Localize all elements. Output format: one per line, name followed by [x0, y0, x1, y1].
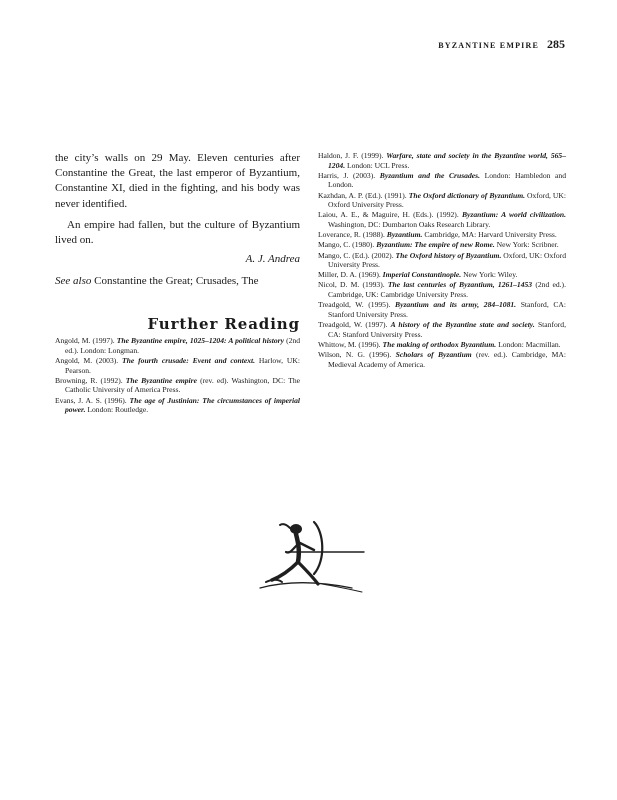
see-also: [55, 274, 300, 289]
reference-entry: [55, 356, 300, 375]
reference-author-date: Browning, R. (1992).: [55, 375, 126, 385]
reference-entry: [318, 191, 566, 210]
reference-title: Byzantium.: [386, 230, 423, 240]
reference-author-date: Miller, D. A. (1969).: [318, 270, 383, 280]
reference-author-date: Evans, J. A. S. (1996).: [55, 395, 130, 405]
reference-title: The Byzantine empire, 1025–1204: A political history: [116, 336, 284, 346]
reference-title: The Byzantine empire: [125, 375, 197, 385]
body-paragraph: the city’s walls on 29 May. Eleven centuries after Constantine the Great, the last emperor of Byzantium, Constantine XI, died in the fighting, and his body was never identified.: [55, 152, 300, 210]
reference-publisher: Oxford, UK: Oxford University Press.: [328, 250, 566, 270]
reference-author-date: Mango, C. (Ed.). (2002).: [318, 250, 396, 260]
further-reading-heading: Further Reading: [147, 315, 300, 334]
left-column: [55, 151, 300, 415]
reference-entry: [318, 270, 566, 280]
reference-title: A history of the Byzantine state and society.: [390, 320, 535, 330]
reference-list-right: [318, 151, 566, 369]
reference-publisher: (2nd ed.). Cambridge, UK: Cambridge University Press.: [328, 280, 566, 300]
archer-brush-logo-icon: [252, 516, 382, 596]
reference-publisher: (rev. ed). Washington, DC: The Catholic University of America Press.: [65, 375, 301, 395]
reference-publisher: Stanford, CA: Stanford University Press.: [328, 320, 566, 339]
body-paragraph: An empire had fallen, but the culture of Byzantium lived on.: [55, 218, 300, 247]
reference-entry: [318, 210, 566, 229]
reference-author-date: Angold, M. (2003).: [55, 356, 123, 365]
reference-entry: [55, 396, 300, 415]
reference-title: Byzantium: The empire of new Rome.: [376, 240, 495, 250]
reference-entry: [318, 300, 566, 319]
author-signature: A. J. Andrea: [245, 253, 300, 266]
reference-publisher: London: Routledge.: [85, 405, 149, 415]
reference-entry: [318, 340, 566, 350]
reference-title: The Oxford history of Byzantium.: [395, 250, 502, 260]
reference-title: Byzantium: A world civilization.: [461, 210, 566, 220]
reference-author-date: Harris, J. (2003).: [318, 170, 380, 180]
reference-author-date: Wilson, N. G. (1996).: [318, 350, 396, 359]
reference-title: Warfare, state and society in the Byzantine world, 565–1204.: [328, 151, 567, 170]
reference-author-date: Treadgold, W. (1995).: [318, 300, 396, 310]
reference-entry: [55, 376, 300, 395]
reference-entry: [318, 230, 566, 240]
reference-publisher: Harlow, UK: Pearson.: [65, 356, 300, 375]
running-head: [438, 37, 565, 52]
running-title: BYZANTINE EMPIRE: [438, 41, 539, 50]
reference-author-date: Kazhdan, A. P. (Ed.). (1991).: [318, 190, 409, 200]
see-also-lead: See also: [55, 275, 92, 288]
reference-publisher: London: Macmillan.: [496, 339, 561, 349]
reference-title: Imperial Constantinople.: [382, 270, 462, 280]
reference-title: Byzantium and its army, 284–1081.: [395, 300, 517, 310]
reference-title: Scholars of Byzantium: [395, 350, 472, 359]
reference-author-date: Loverance, R. (1988).: [318, 230, 387, 240]
page-number: 285: [547, 37, 565, 51]
reference-title: The last centuries of Byzantium, 1261–1453: [387, 280, 533, 290]
reference-publisher: London: Hambledon and London.: [328, 170, 567, 190]
reference-entry: [318, 171, 566, 190]
reference-publisher: Cambridge, MA: Harvard University Press.: [422, 230, 557, 240]
reference-entry: [318, 280, 566, 299]
reference-author-date: Haldon, J. F. (1999).: [318, 151, 387, 160]
reference-author-date: Angold, M. (1997).: [55, 336, 117, 346]
right-column: [318, 151, 566, 370]
reference-publisher: New York: Wiley.: [461, 270, 518, 280]
reference-title: The fourth crusade: Event and context.: [122, 356, 256, 365]
reference-list-left: [55, 336, 300, 415]
reference-author-date: Whittow, M. (1996).: [318, 339, 383, 349]
reference-publisher: Stanford, CA: Stanford University Press.: [328, 300, 566, 319]
reference-publisher: (rev. ed.). Cambridge, MA: Medieval Academy of America.: [328, 350, 566, 369]
reference-publisher: Washington, DC: Dumbarton Oaks Research Library.: [328, 219, 491, 229]
reference-author-date: Laiou, A. E., & Maguire, H. (Eds.). (1992).: [318, 210, 462, 220]
reference-publisher: (2nd ed.). London: Longman.: [65, 336, 301, 355]
see-also-text: Constantine the Great; Crusades, The: [91, 275, 259, 288]
reference-entry: [318, 320, 566, 339]
reference-title: The Oxford dictionary of Byzantium.: [408, 190, 526, 200]
reference-title: The making of orthodox Byzantium.: [382, 339, 497, 349]
reference-entry: [318, 240, 566, 250]
reference-entry: [55, 336, 300, 355]
reference-entry: [318, 151, 566, 170]
reference-publisher: Oxford, UK: Oxford University Press.: [328, 190, 566, 210]
reference-entry: [318, 350, 566, 369]
reference-entry: [318, 251, 566, 270]
reference-author-date: Mango, C. (1980).: [318, 240, 377, 250]
reference-author-date: Nicol, D. M. (1993).: [318, 280, 388, 290]
reference-title: Byzantium and the Crusades.: [379, 170, 480, 180]
reference-publisher: London: UCL Press.: [345, 160, 410, 170]
reference-publisher: New York: Scribner.: [494, 240, 559, 250]
reference-author-date: Treadgold, W. (1997).: [318, 320, 391, 330]
reference-title: The age of Justinian: The circumstances of imperial power.: [65, 395, 300, 415]
